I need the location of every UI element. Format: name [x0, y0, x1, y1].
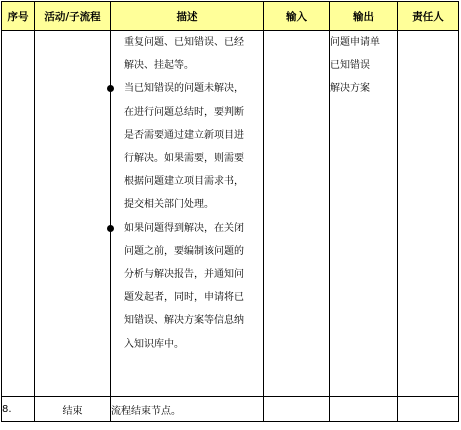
cell-no — [2, 31, 35, 397]
cell-owner — [398, 31, 459, 397]
bullet-line: 根据问题建立项目需求书， — [124, 176, 244, 188]
description-line: 解决、挂起等。 — [124, 60, 194, 72]
bullet-line: 分析与解决报告，并通知问 — [124, 269, 244, 281]
header-output: 输出 — [330, 2, 398, 31]
description-bullet-list — [111, 77, 263, 355]
process-table — [1, 1, 459, 422]
bullet-item-resolved-problem — [111, 217, 263, 356]
output-item: 问题申请单 — [330, 37, 380, 48]
description-line: 重复问题、已知错误、已经 — [124, 37, 244, 48]
cell-owner — [398, 397, 459, 422]
cell-description — [111, 31, 264, 397]
bullet-line: 入知识库中。 — [124, 338, 184, 350]
cell-output — [330, 31, 398, 397]
cell-no: 8. — [2, 397, 35, 422]
cell-output — [330, 397, 398, 422]
bullet-line: 知错误、解决方案等信息纳 — [124, 315, 244, 327]
bullet-icon — [107, 85, 114, 92]
cell-activity: 结束 — [35, 397, 111, 422]
header-no: 序号 — [2, 2, 35, 31]
table-header-row — [2, 2, 459, 31]
bullet-item-unresolved-error — [111, 77, 263, 216]
cell-input — [264, 31, 330, 397]
cell-activity — [35, 31, 111, 397]
bullet-line: 是否需要通过建立新项目进 — [124, 129, 244, 141]
bullet-line: 如果问题得到解决，在关闭 — [124, 222, 244, 234]
table-row — [2, 31, 459, 397]
header-input: 输入 — [264, 2, 330, 31]
bullet-line: 当已知错误的问题未解决， — [124, 83, 244, 95]
bullet-icon — [107, 225, 114, 232]
output-item: 解决方案 — [330, 83, 370, 95]
cell-description: 流程结束节点。 — [111, 397, 264, 422]
bullet-line: 行解决。如果需要，则需要 — [124, 153, 244, 165]
header-owner: 责任人 — [398, 2, 459, 31]
header-description: 描述 — [111, 2, 264, 31]
table-row — [2, 397, 459, 422]
cell-input — [264, 397, 330, 422]
bullet-line: 题发起者，同时，申请将已 — [124, 292, 244, 304]
bullet-line: 提交相关部门处理。 — [124, 199, 214, 211]
description-continued-text — [111, 31, 263, 77]
output-item: 已知错误 — [330, 60, 370, 72]
header-activity: 活动/子流程 — [35, 2, 111, 31]
bullet-line: 在进行问题总结时，要判断 — [124, 106, 244, 118]
bullet-line: 问题之前，要编制该问题的 — [124, 245, 244, 257]
